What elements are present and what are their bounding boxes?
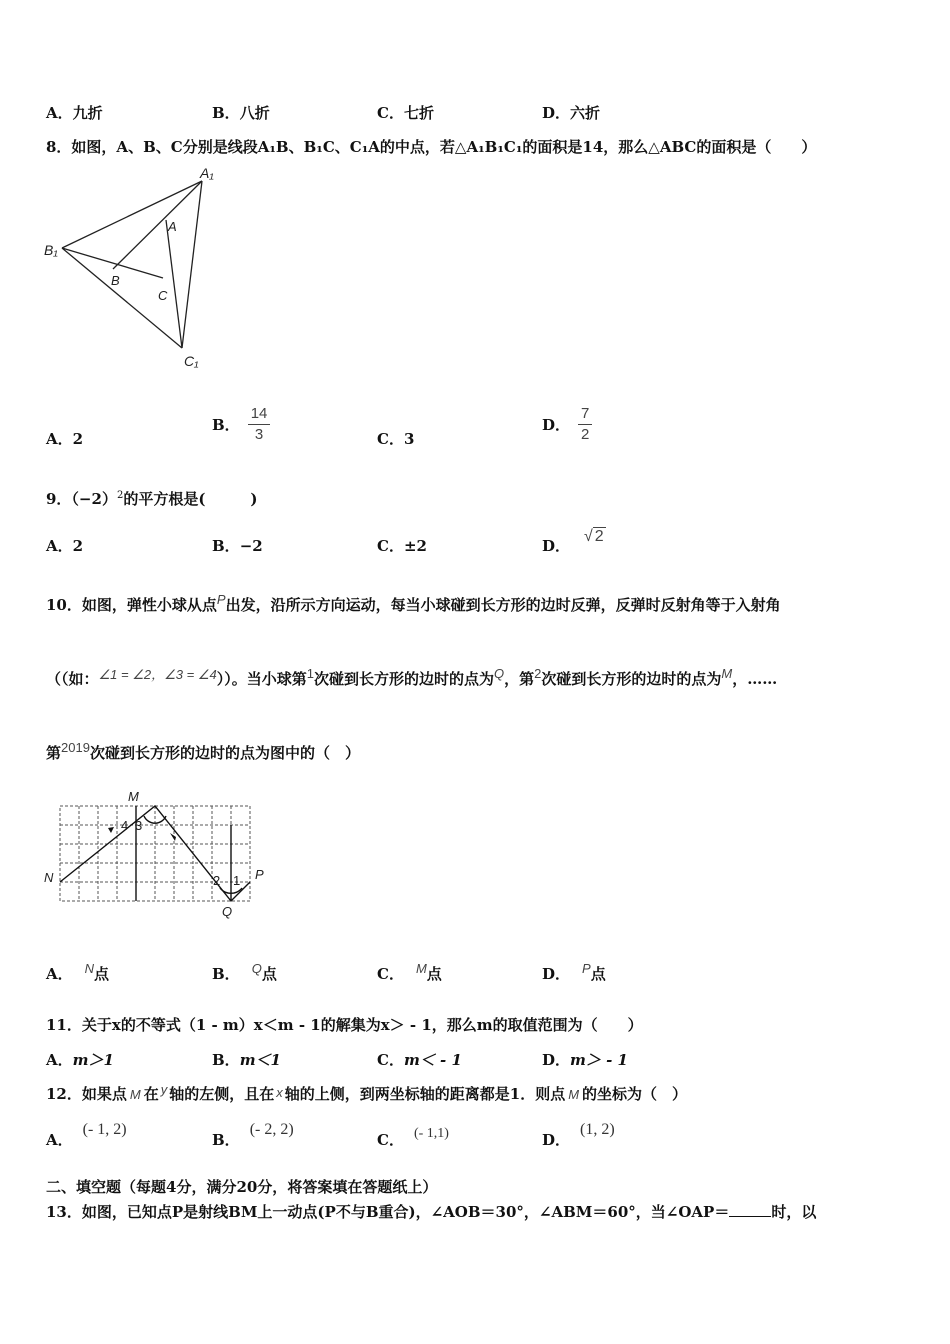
q13-stem: 13．如图，已知点P是射线BM上一动点(P不与B重合)，∠AOB＝30°，∠ABM＝60°，当∠OAP＝ 时，以 [46,1203,817,1221]
q10-option-c: C． M点 [377,961,442,983]
q10-angle-3: 3 [135,818,143,833]
q8-option-c: C．3 [377,430,415,448]
q8-label-c: C [158,288,168,303]
q10-stem-line3: 第2019次碰到长方形的边时的点为图中的（ ） [46,740,360,762]
q11-option-c: C．m＜ - 1 [377,1051,462,1069]
q8-label-a1: A₁ [200,165,214,181]
q8-label-b1: B₁ [44,242,58,258]
q8-triangle-figure [40,160,230,375]
q10-option-d: D． P点 [542,961,606,983]
q10-label-m: M [128,789,139,804]
q10-angle-4: 4 [121,818,129,833]
q8-side-c1a1 [182,181,202,348]
q8-fraction-14-3: $\frac{14}{3}$ [248,404,271,445]
q11-option-a: A．m＞1 [46,1051,114,1069]
q10-stem-line2: （（如：∠1 = ∠2，∠3 = ∠4））。当小球第1次碰到长方形的边时的点为Q，第2次碰到长方形的边时的点为M，…… [46,666,778,688]
q10-angle-2: 2 [213,873,221,888]
q7-option-b: B．八折 [212,104,270,122]
q10-option-a: A． N点 [46,961,110,983]
q10-stem-line1: 10．如图，弹性小球从点P出发，沿所示方向运动，每当小球碰到长方形的边时反弹，反弹时反射角等于入射角 [46,592,781,614]
q12-option-b: B．(- 2, 2) [212,1121,294,1149]
q8-side-a1b1 [62,181,202,248]
q8-label-a: A [168,219,177,234]
q10-label-q: Q [222,904,233,919]
q10-rectangle-figure [42,785,272,920]
q9-option-c: C．±2 [377,537,427,555]
q7-option-d: D．六折 [542,104,601,122]
q12-option-d: D．(1, 2) [542,1121,615,1149]
q11-option-b: B．m＜1 [212,1051,281,1069]
q12-option-a: A．(- 1, 2) [46,1121,127,1149]
q10-grid [60,806,250,901]
q9-option-b: B．−2 [212,537,263,555]
q10-label-n: N [44,870,54,885]
q8-label-c1: C₁ [184,353,199,369]
q8-fraction-7-2: $\frac{7}{2}$ [578,404,592,445]
q10-angle-1: 1 [233,873,241,888]
section-2-title: 二、填空题（每题4分，满分20分，将答案填在答题纸上） [46,1178,438,1196]
q9-sqrt-2: √ 2 [584,528,604,545]
q8-option-b: B． $\frac{14}{3}$ [212,404,270,445]
q9-option-a: A．2 [46,537,84,555]
q8-option-a: A．2 [46,430,84,448]
q8-stem: 8．如图，A、B、C分别是线段A₁B、B₁C、C₁A的中点，若△A₁B₁C₁的面积是14，那么△ABC的面积是（ ） [46,138,817,156]
q7-option-c: C．七折 [377,104,434,122]
q8-option-d: D． $\frac{7}{2}$ [542,404,592,445]
q7-option-a: A．九折 [46,104,103,122]
q12-stem: 12．如果点 M 在 y 轴的左侧，且在 x 轴的上侧，到两坐标轴的距离都是1．则点 M 的坐标为（ ） [46,1082,688,1103]
q11-option-d: D．m＞ - 1 [542,1051,628,1069]
q13-answer-blank [729,1216,771,1217]
q11-stem: 11．关于x的不等式（1 - m）x＜m - 1的解集为x＞ - 1，那么m的取值范围为（ ） [46,1016,643,1034]
q10-label-p: P [255,867,264,882]
q8-label-b: B [111,273,120,288]
q8-line-c1a [166,220,182,348]
q9-option-d: D．√ 2 [542,528,604,555]
q12-option-c: C． (- 1,1) [377,1126,449,1149]
q10-option-b: B． Q点 [212,961,277,983]
q8-line-a1b [113,181,202,269]
q9-stem: 9．$(-2)^2$的平方根是( ) [46,490,258,508]
